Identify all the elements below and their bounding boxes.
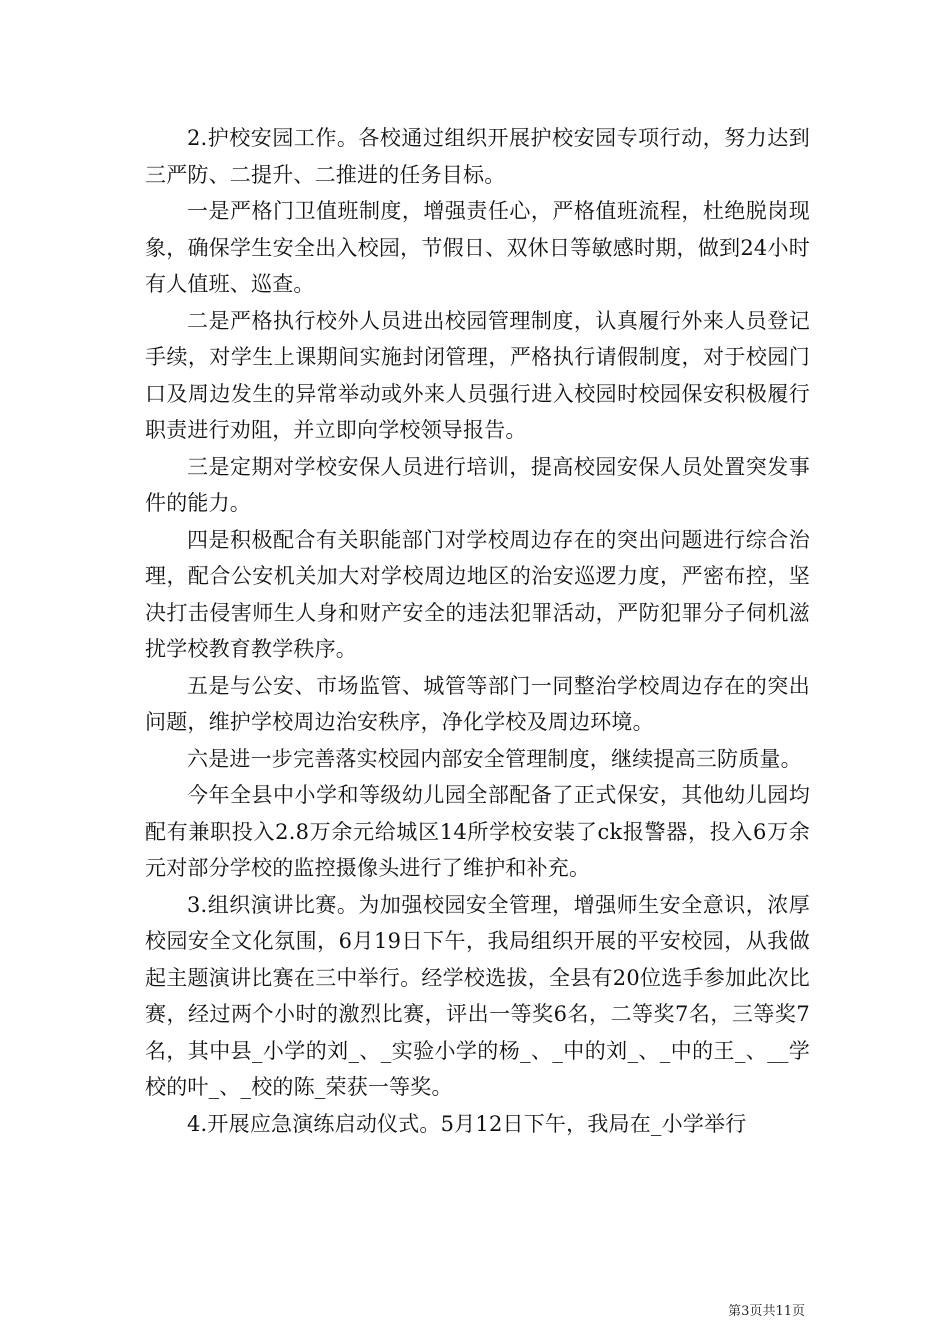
paragraph-point-five: 五是与公安、市场监管、城管等部门一同整治学校周边存在的突出问题，维护学校周边治安秩序，净化学校及周边环境。 <box>145 673 810 734</box>
paragraph-emergency-drill: 4.开展应急演练启动仪式。5月12日下午，我局在_小学举行 <box>187 1111 747 1136</box>
paragraph-campus-safety: 2.护校安园工作。各校通过组织开展护校安园专项行动，努力达到三严防、二提升、二推进的任务目标。 <box>145 126 810 187</box>
paragraph-speech-contest: 3.组织演讲比赛。为加强校园安全管理，增强师生安全意识，浓厚校园安全文化氛围，6月19日下午，我局组织开展的平安校园，从我做起主题演讲比赛在三中举行。经学校选拔，全县有20位选手参加此次比赛，经过两个小时的激烈比赛，评出一等奖6名，二等奖7名，三等奖7名，其中县_小学的刘_、_实验小学的杨_、_中的刘_、_中的王_、__学校的叶_、_校的陈_荣获一等奖。 <box>145 892 810 1099</box>
paragraph-point-three: 三是定期对学校安保人员进行培训，提高校园安保人员处置突发事件的能力。 <box>145 454 810 515</box>
document-body <box>145 120 810 1142</box>
paragraph-point-two: 二是严格执行校外人员进出校园管理制度，认真履行外来人员登记手续，对学生上课期间实施封闭管理，严格执行请假制度，对于校园门口及周边发生的异常举动或外来人员强行进入校园时校园保安积极履行职责进行劝阻，并立即向学校领导报告。 <box>145 308 810 442</box>
paragraph-point-six: 六是进一步完善落实校园内部安全管理制度，继续提高三防质量。 <box>187 746 802 771</box>
page-number: 第3页共11页 <box>728 1304 805 1319</box>
paragraph-point-four: 四是积极配合有关职能部门对学校周边存在的突出问题进行综合治理，配合公安机关加大对学校周边地区的治安巡逻力度，严密布控，坚决打击侵害师生人身和财产安全的违法犯罪活动，严防犯罪分子伺机滋扰学校教育教学秩序。 <box>145 527 810 661</box>
paragraph-point-one: 一是严格门卫值班制度，增强责任心，严格值班流程，杜绝脱岗现象，确保学生安全出入校园，节假日、双休日等敏感时期，做到24小时有人值班、巡查。 <box>145 199 810 296</box>
paragraph-security-investment: 今年全县中小学和等级幼儿园全部配备了正式保安，其他幼儿园均配有兼职投入2.8万余元给城区14所学校安装了ck报警器，投入6万余元对部分学校的监控摄像头进行了维护和补充。 <box>145 783 810 880</box>
